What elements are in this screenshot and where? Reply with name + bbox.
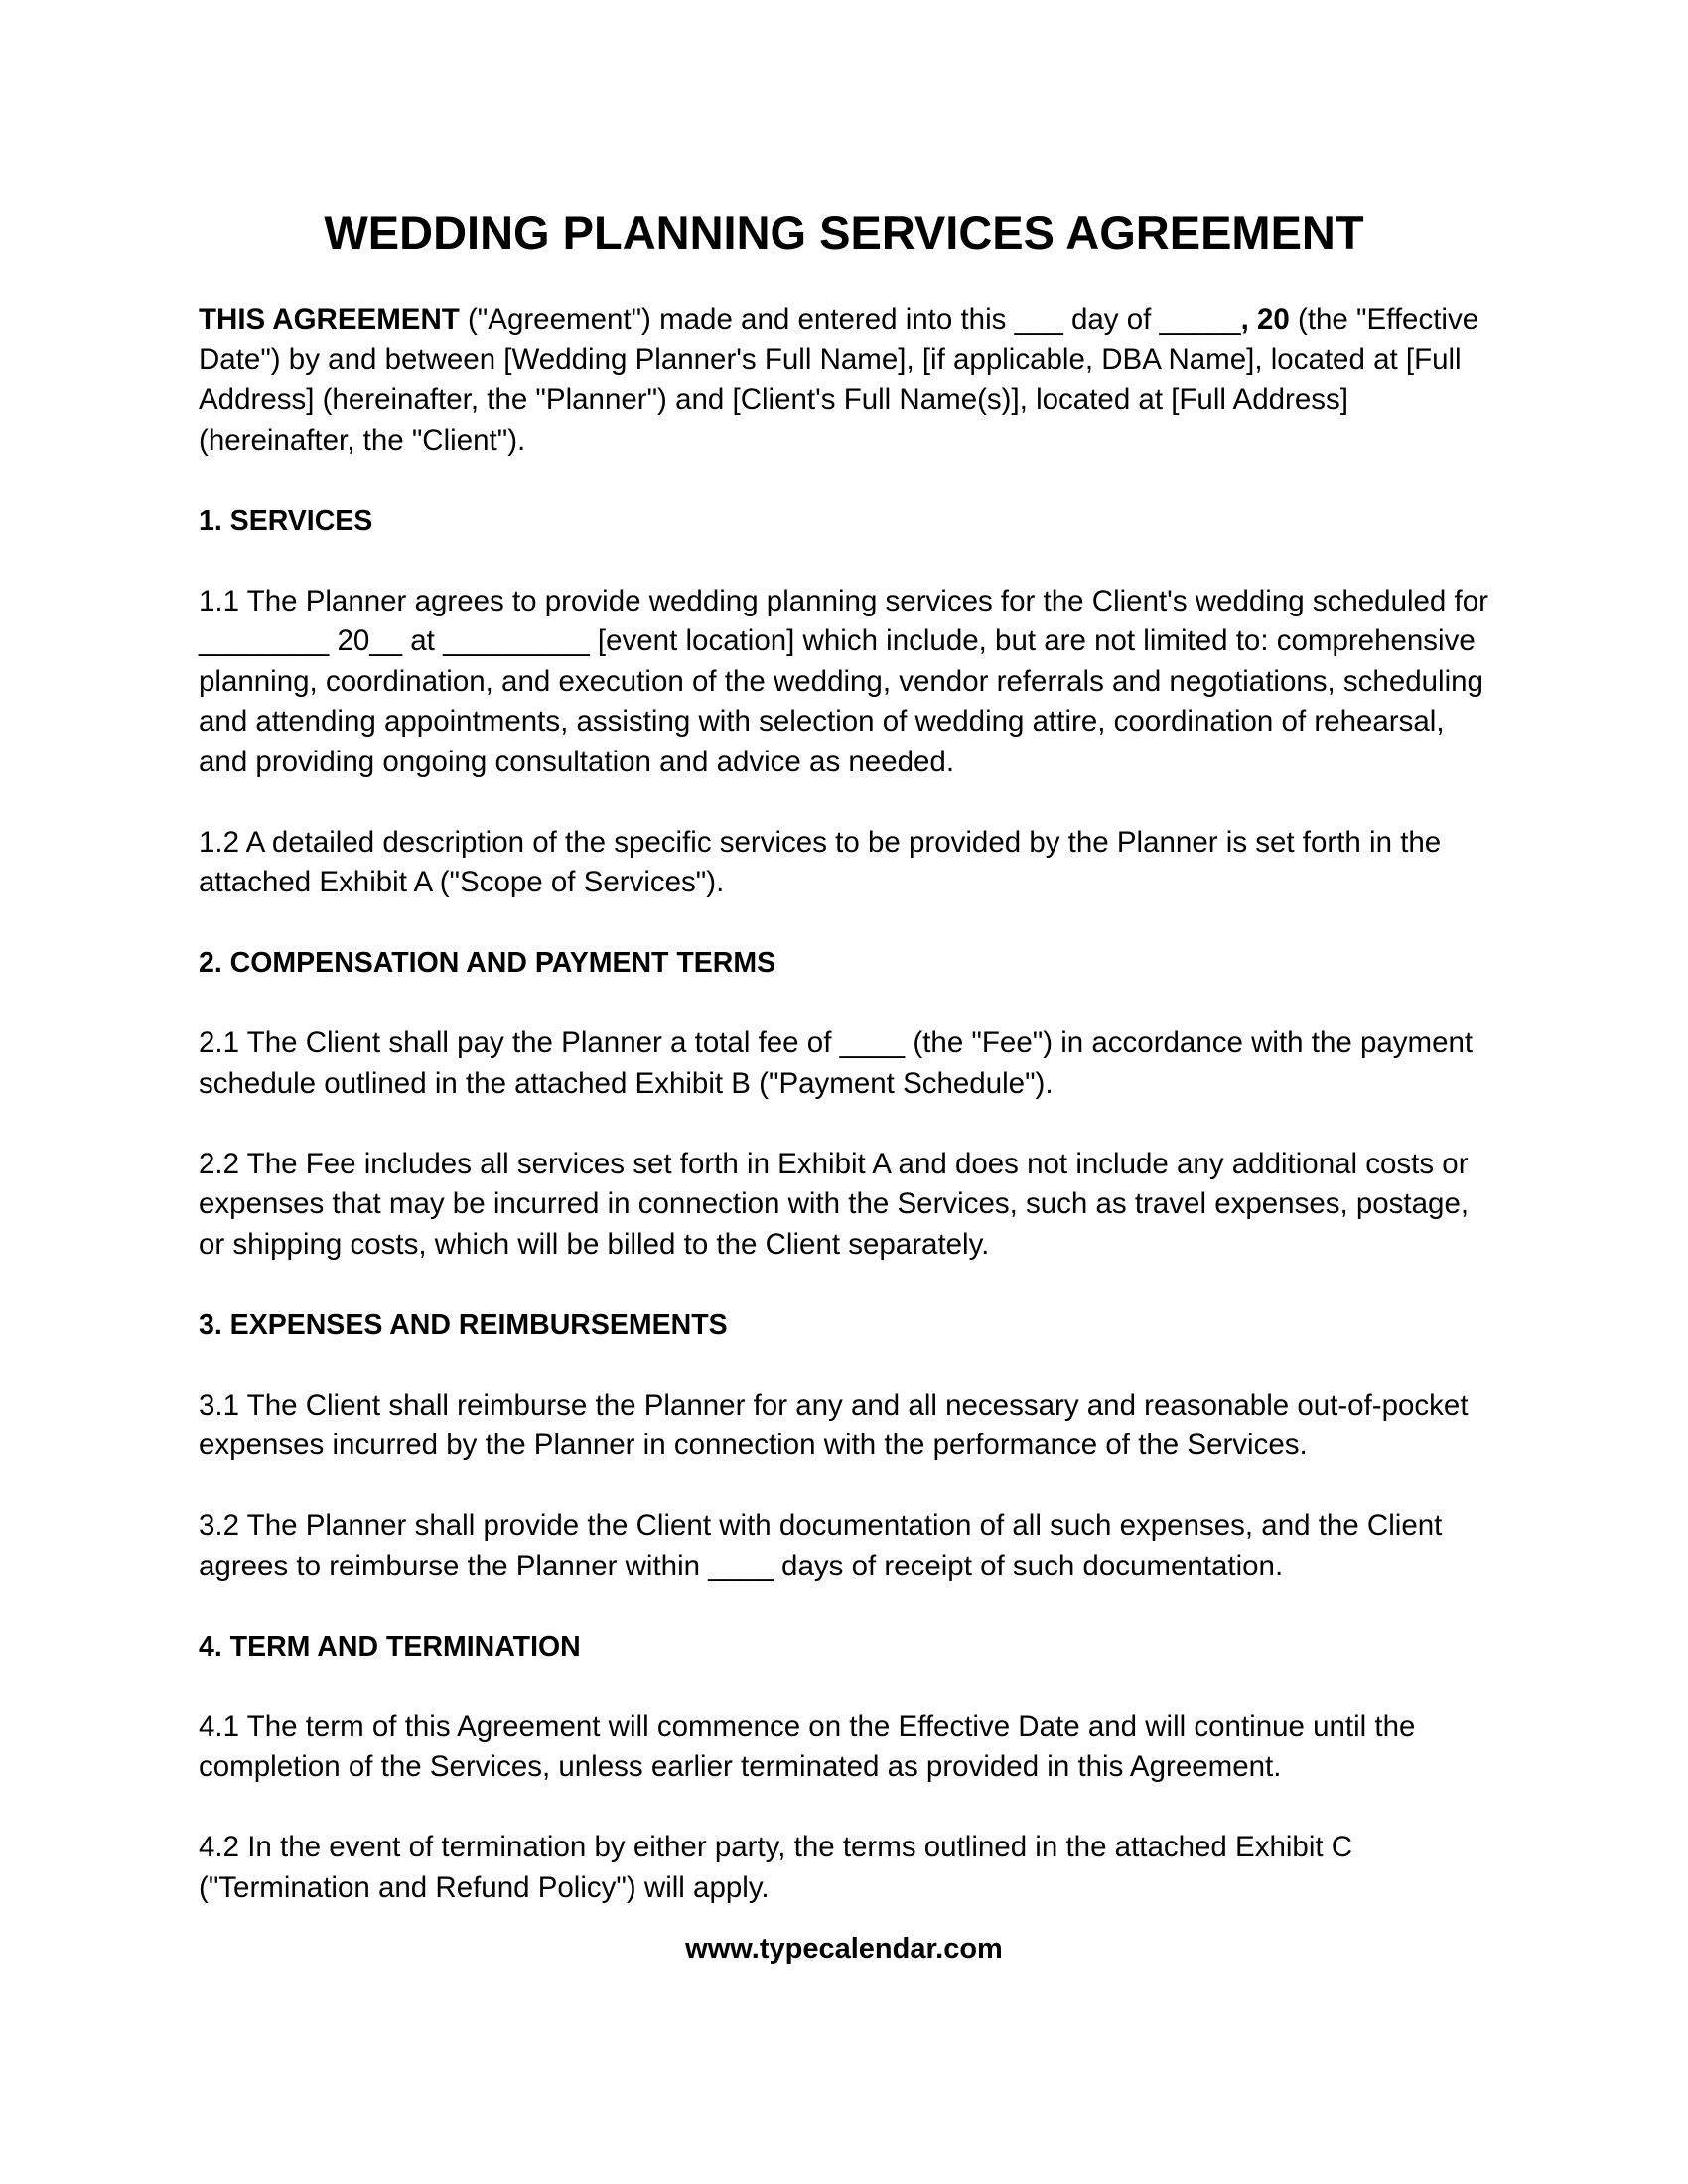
clause-1-2: 1.2 A detailed description of the specific services to be provided by the Planner is set forth in the attached Exhibit A ("Scope of Services"). xyxy=(199,825,1442,898)
intro-lead-bold: THIS AGREEMENT xyxy=(199,303,460,336)
clause-2-2: 2.2 The Fee includes all services set forth in Exhibit A and does not include any additional costs or expenses that may be incurred in connection with the Services, such as travel expenses, postage, or shipping costs, which will be billed to the Client separately. xyxy=(199,1147,1470,1261)
clause-2-1: 2.1 The Client shall pay the Planner a total fee of ____ (the "Fee") in accordance with the payment schedule outlined in the attached Exhibit B ("Payment Schedule"). xyxy=(199,1026,1474,1100)
intro-text-part2: (the "Effective Date") by and between [Wedding Planner's Full Name], [if applicable, DBA Name], located at [Full Address] (hereinafter, the "Planner") and [Client's Full Name(s)], located at [Full Address] (hereinafter, the "Client"). xyxy=(199,303,1479,457)
clause-3-1: 3.1 The Client shall reimburse the Planner for any and all necessary and reasonable out-of-pocket expenses incurred by the Planner in connection with the performance of the Services. xyxy=(199,1388,1469,1461)
clause-4-2: 4.2 In the event of termination by either party, the terms outlined in the attached Exhibit C ("Termination and Refund Policy") will apply. xyxy=(199,1831,1353,1904)
footer-website: www.typecalendar.com xyxy=(685,1933,1003,1965)
document-title: WEDDING PLANNING SERVICES AGREEMENT xyxy=(324,206,1364,259)
section-heading-services: 1. SERVICES xyxy=(199,504,373,537)
section-heading-term: 4. TERM AND TERMINATION xyxy=(199,1630,581,1663)
intro-year-bold: , 20 xyxy=(1240,303,1290,336)
clause-3-2: 3.2 The Planner shall provide the Client with documentation of all such expenses, and the Client agrees to reimburse the Planner within ____ days of receipt of such documentation. xyxy=(199,1509,1443,1582)
document-body xyxy=(199,300,1489,1949)
section-heading-expenses: 3. EXPENSES AND REIMBURSEMENTS xyxy=(199,1308,728,1341)
intro-paragraph xyxy=(199,300,1489,461)
clause-4-1: 4.1 The term of this Agreement will commence on the Effective Date and will continue until the completion of the Services, unless earlier terminated as provided in this Agreement. xyxy=(199,1709,1416,1783)
clause-1-1: 1.1 The Planner agrees to provide wedding planning services for the Client's wedding scheduled for ________ 20__ at _________ [event location] which include, but are not limited to: comprehensive planning, coordination, and execution of the wedding, vendor referrals and negotiations, scheduling and attending appointments, assisting with selection of wedding attire, coordination of rehearsal, and providing ongoing consultation and advice as needed. xyxy=(199,584,1488,778)
intro-text-part1: ("Agreement") made and entered into this ___ day of _____ xyxy=(459,303,1241,336)
section-heading-compensation: 2. COMPENSATION AND PAYMENT TERMS xyxy=(199,947,776,979)
